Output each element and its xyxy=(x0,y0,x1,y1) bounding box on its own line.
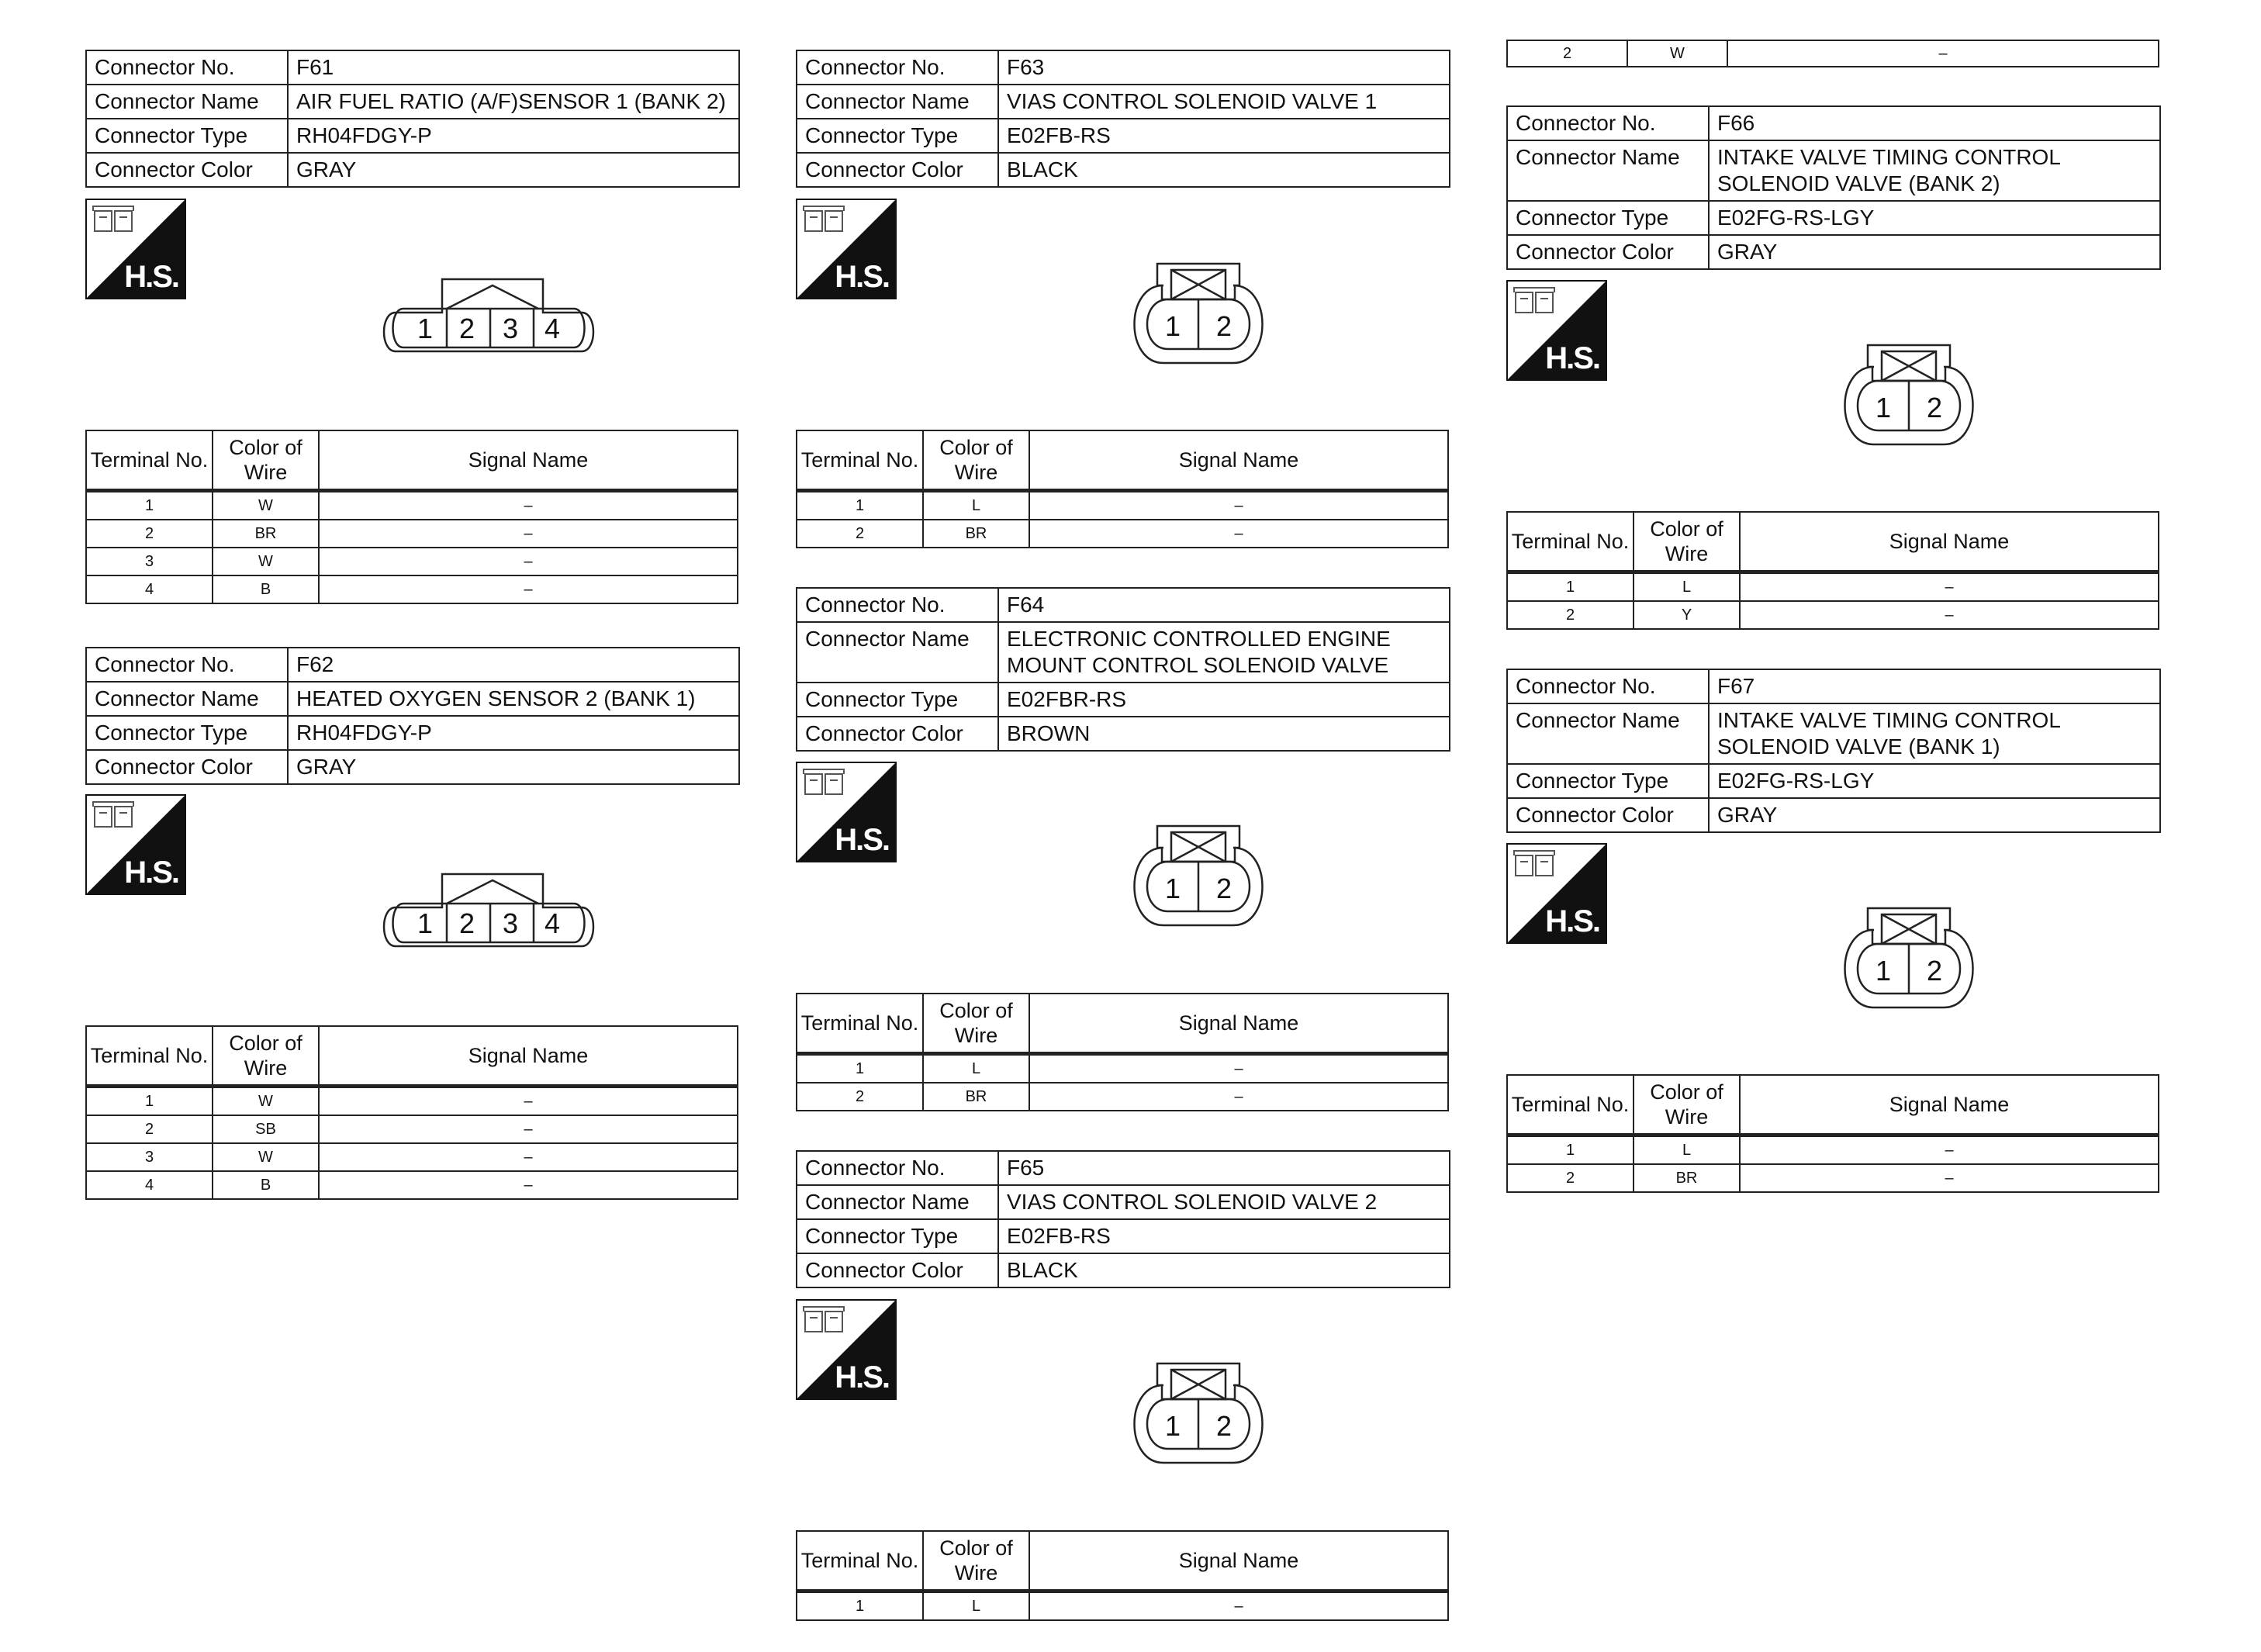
connector-info-f67 xyxy=(1506,669,2161,833)
signal-name-cell: – xyxy=(319,1171,738,1199)
pin-label: 2 xyxy=(1926,392,1943,423)
hs-badge-label: H.S. xyxy=(1545,341,1599,375)
terminal-table-f66 xyxy=(1506,511,2159,630)
connector-type-label: Connector Type xyxy=(1507,764,1709,798)
pin-label: 2 xyxy=(458,907,475,939)
connector-face-f64 xyxy=(1125,824,1272,933)
pin-label: 2 xyxy=(1215,310,1232,342)
terminal-table-f61 xyxy=(85,430,738,604)
terminal-no-cell: 2 xyxy=(797,520,923,548)
connector-color-value: GRAY xyxy=(1709,798,2160,832)
table-row xyxy=(797,520,1448,548)
signal-name-cell: – xyxy=(319,548,738,575)
signal-name-header: Signal Name xyxy=(1029,1531,1448,1592)
connector-no-value: F66 xyxy=(1709,106,2160,140)
table-row xyxy=(86,1171,738,1199)
table-row xyxy=(86,575,738,603)
hs-badge-label: H.S. xyxy=(124,855,178,890)
connector-name-label: Connector Name xyxy=(797,85,998,119)
connector-info-f66 xyxy=(1506,105,2161,270)
connector-no-label: Connector No. xyxy=(797,50,998,85)
connector-type-row xyxy=(86,119,739,153)
connector-no-label: Connector No. xyxy=(86,648,288,682)
wire-color-cell: W xyxy=(213,491,319,520)
wire-color-cell: BR xyxy=(923,1083,1029,1111)
connector-type-value: E02FG-RS-LGY xyxy=(1709,201,2160,235)
wire-color-cell: W xyxy=(213,548,319,575)
pin-label: 1 xyxy=(1875,392,1892,423)
pin-label: 1 xyxy=(1875,955,1892,987)
pin-label: 4 xyxy=(544,907,561,939)
terminal-no-cell: 2 xyxy=(86,1115,213,1143)
connector-no-row xyxy=(86,50,739,85)
wire-color-cell: BR xyxy=(923,520,1029,548)
terminal-no-cell: 2 xyxy=(86,520,213,548)
hs-badge-icon xyxy=(85,199,186,299)
terminal-no-cell: 1 xyxy=(86,1087,213,1116)
connector-no-value: F62 xyxy=(288,648,739,682)
connector-no-label: Connector No. xyxy=(797,1151,998,1185)
hs-badge-label: H.S. xyxy=(835,823,889,857)
hs-badge-label: H.S. xyxy=(835,260,889,294)
connector-color-label: Connector Color xyxy=(86,750,288,784)
connector-no-label: Connector No. xyxy=(797,588,998,622)
connector-color-value: BLACK xyxy=(998,153,1450,187)
connector-no-value: F63 xyxy=(998,50,1450,85)
signal-name-cell: – xyxy=(319,1087,738,1116)
pin-label: 4 xyxy=(544,313,561,344)
terminal-no-header: Terminal No. xyxy=(86,430,213,491)
hs-badge-label: H.S. xyxy=(835,1360,889,1395)
pin-label: 3 xyxy=(502,907,519,939)
color-of-wire-header: Color of Wire xyxy=(923,994,1029,1054)
terminal-no-header: Terminal No. xyxy=(797,994,923,1054)
signal-name-cell: – xyxy=(319,575,738,603)
terminal-table-f63 xyxy=(796,430,1449,548)
connector-color-value: GRAY xyxy=(288,750,739,784)
table-row xyxy=(86,520,738,548)
color-of-wire-header: Color of Wire xyxy=(1634,1075,1740,1135)
table-row xyxy=(797,491,1448,520)
signal-name-cell: – xyxy=(319,1143,738,1171)
wire-color-cell: L xyxy=(923,491,1029,520)
connector-face-f65 xyxy=(1125,1362,1272,1471)
wire-color-cell: W xyxy=(213,1143,319,1171)
table-row xyxy=(797,1592,1448,1621)
connector-name-label: Connector Name xyxy=(1507,703,1709,764)
terminal-no-header: Terminal No. xyxy=(797,430,923,491)
hs-badge-icon xyxy=(1506,843,1607,944)
connector-face-f67 xyxy=(1835,907,1983,1015)
connector-type-value: E02FBR-RS xyxy=(998,683,1450,717)
signal-name-cell: – xyxy=(1029,1054,1448,1083)
pin-label: 1 xyxy=(417,313,434,344)
signal-name-header: Signal Name xyxy=(319,1026,738,1087)
connector-no-value: F65 xyxy=(998,1151,1450,1185)
terminal-no-header: Terminal No. xyxy=(1507,512,1634,572)
connector-face-f66 xyxy=(1835,344,1983,452)
terminal-table-f62 xyxy=(85,1025,738,1200)
signal-name-cell: – xyxy=(1029,1592,1448,1621)
terminal-no-cell: 1 xyxy=(797,1592,923,1621)
signal-name-cell: – xyxy=(319,491,738,520)
hs-badge-icon xyxy=(796,762,897,862)
terminal-no-cell: 4 xyxy=(86,575,213,603)
connector-color-value: GRAY xyxy=(1709,235,2160,269)
table-row xyxy=(1507,601,2159,629)
connector-color-label: Connector Color xyxy=(1507,235,1709,269)
terminal-table-f67 xyxy=(1506,1074,2159,1193)
connector-name-value: HEATED OXYGEN SENSOR 2 (BANK 1) xyxy=(288,682,739,716)
connector-type-label: Connector Type xyxy=(797,1219,998,1253)
table-row xyxy=(86,1143,738,1171)
wire-color-cell: SB xyxy=(213,1115,319,1143)
connector-type-value: E02FB-RS xyxy=(998,119,1450,153)
signal-name-header: Signal Name xyxy=(319,430,738,491)
color-of-wire-header: Color of Wire xyxy=(923,1531,1029,1592)
hs-badge-icon xyxy=(85,794,186,895)
signal-name-cell: – xyxy=(1740,1164,2159,1192)
wire-color-cell: B xyxy=(213,1171,319,1199)
connector-info-f65 xyxy=(796,1150,1450,1288)
terminal-table-f65 xyxy=(796,1530,1449,1621)
connector-color-value: BROWN xyxy=(998,717,1450,751)
table-row xyxy=(86,1087,738,1116)
connector-color-label: Connector Color xyxy=(1507,798,1709,832)
color-of-wire-header: Color of Wire xyxy=(1634,512,1740,572)
terminal-no-cell: 1 xyxy=(86,491,213,520)
connector-no-label: Connector No. xyxy=(86,50,288,85)
connector-name-label: Connector Name xyxy=(797,1185,998,1219)
pin-label: 2 xyxy=(458,313,475,344)
pin-label: 2 xyxy=(1926,955,1943,987)
connector-type-label: Connector Type xyxy=(797,119,998,153)
connector-type-value: E02FG-RS-LGY xyxy=(1709,764,2160,798)
pin-label: 1 xyxy=(417,907,434,939)
connector-color-label: Connector Color xyxy=(86,153,288,187)
connector-type-label: Connector Type xyxy=(1507,201,1709,235)
hs-badge-label: H.S. xyxy=(124,260,178,294)
connector-color-label: Connector Color xyxy=(797,153,998,187)
terminal-no-cell: 1 xyxy=(797,491,923,520)
connector-no-value: F67 xyxy=(1709,669,2160,703)
connector-name-label: Connector Name xyxy=(86,682,288,716)
connector-name-row xyxy=(86,85,739,119)
connector-name-value: INTAKE VALVE TIMING CONTROL SOLENOID VALVE (BANK 1) xyxy=(1709,703,2160,764)
connector-type-label: Connector Type xyxy=(797,683,998,717)
connector-no-value: F64 xyxy=(998,588,1450,622)
terminal-no-cell: 2 xyxy=(1507,1164,1634,1192)
terminal-no-header: Terminal No. xyxy=(86,1026,213,1087)
signal-name-cell: – xyxy=(1740,572,2159,602)
wire-color-cell: L xyxy=(1634,572,1740,602)
hs-badge-icon xyxy=(796,1299,897,1400)
table-row xyxy=(797,1083,1448,1111)
color-of-wire-header: Color of Wire xyxy=(213,1026,319,1087)
connector-color-value: GRAY xyxy=(288,153,739,187)
terminal-table-f64 xyxy=(796,993,1449,1111)
table-row xyxy=(1507,1164,2159,1192)
connector-no-label: Connector No. xyxy=(1507,106,1709,140)
signal-name-cell: – xyxy=(1029,520,1448,548)
signal-name-cell: – xyxy=(1029,1083,1448,1111)
table-row xyxy=(86,491,738,520)
connector-face-f61 xyxy=(380,262,597,371)
color-of-wire-header: Color of Wire xyxy=(923,430,1029,491)
hs-badge-icon xyxy=(796,199,897,299)
terminal-no-cell: 3 xyxy=(86,1143,213,1171)
wire-color-cell: W xyxy=(213,1087,319,1116)
table-row xyxy=(86,1115,738,1143)
signal-name-cell: – xyxy=(319,520,738,548)
connector-info-f64 xyxy=(796,587,1450,752)
connector-info-f62 xyxy=(85,647,740,785)
terminal-no-cell: 3 xyxy=(86,548,213,575)
terminal-no-header: Terminal No. xyxy=(1507,1075,1634,1135)
connector-name-value: INTAKE VALVE TIMING CONTROL SOLENOID VALVE (BANK 2) xyxy=(1709,140,2160,201)
pin-label: 2 xyxy=(1215,1410,1232,1442)
signal-name-header: Signal Name xyxy=(1029,994,1448,1054)
connector-face-f62 xyxy=(380,857,597,966)
connector-face-f63 xyxy=(1125,262,1272,371)
connector-name-label: Connector Name xyxy=(1507,140,1709,201)
connector-name-label: Connector Name xyxy=(86,85,288,119)
connector-no-value: F61 xyxy=(288,50,739,85)
signal-name-cell: – xyxy=(1740,601,2159,629)
connector-name-value: AIR FUEL RATIO (A/F)SENSOR 1 (BANK 2) xyxy=(288,85,739,119)
wire-color-cell: L xyxy=(1634,1135,1740,1165)
pin-label: 3 xyxy=(502,313,519,344)
connector-type-label: Connector Type xyxy=(86,716,288,750)
terminal-no-cell: 2 xyxy=(797,1083,923,1111)
wire-color-cell: L xyxy=(923,1592,1029,1621)
hs-badge-icon xyxy=(1506,280,1607,381)
wire-color-cell: BR xyxy=(213,520,319,548)
signal-name-header: Signal Name xyxy=(1740,1075,2159,1135)
signal-name-cell: – xyxy=(1740,1135,2159,1165)
terminal-no-cell: 1 xyxy=(1507,572,1634,602)
connector-name-value: ELECTRONIC CONTROLLED ENGINE MOUNT CONTROL SOLENOID VALVE xyxy=(998,622,1450,683)
terminal-no-header: Terminal No. xyxy=(797,1531,923,1592)
signal-name-header: Signal Name xyxy=(1029,430,1448,491)
wire-color-cell: BR xyxy=(1634,1164,1740,1192)
pin-label: 2 xyxy=(1215,873,1232,904)
signal-name-header: Signal Name xyxy=(1740,512,2159,572)
carryover-terminal-row xyxy=(1506,40,2159,67)
connector-name-value: VIAS CONTROL SOLENOID VALVE 1 xyxy=(998,85,1450,119)
wire-color-cell: W xyxy=(1627,40,1727,67)
signal-name-cell: – xyxy=(1727,40,2159,67)
connector-type-value: RH04FDGY-P xyxy=(288,119,739,153)
connector-info-f61 xyxy=(85,50,740,188)
connector-info-f63 xyxy=(796,50,1450,188)
table-row xyxy=(86,548,738,575)
wire-color-cell: L xyxy=(923,1054,1029,1083)
terminal-no-cell: 1 xyxy=(797,1054,923,1083)
connector-type-label: Connector Type xyxy=(86,119,288,153)
connector-color-label: Connector Color xyxy=(797,1253,998,1287)
wire-color-cell: B xyxy=(213,575,319,603)
signal-name-cell: – xyxy=(1029,491,1448,520)
table-row xyxy=(1507,1135,2159,1165)
connector-name-label: Connector Name xyxy=(797,622,998,683)
connector-color-value: BLACK xyxy=(998,1253,1450,1287)
connector-no-label: Connector No. xyxy=(1507,669,1709,703)
connector-color-row xyxy=(86,153,739,187)
terminal-no-cell: 4 xyxy=(86,1171,213,1199)
signal-name-cell: – xyxy=(319,1115,738,1143)
wire-color-cell: Y xyxy=(1634,601,1740,629)
connector-type-value: E02FB-RS xyxy=(998,1219,1450,1253)
connector-type-value: RH04FDGY-P xyxy=(288,716,739,750)
table-row xyxy=(1507,572,2159,602)
terminal-no-cell: 2 xyxy=(1507,40,1627,67)
connector-color-label: Connector Color xyxy=(797,717,998,751)
table-row xyxy=(797,1054,1448,1083)
terminal-no-cell: 1 xyxy=(1507,1135,1634,1165)
hs-badge-label: H.S. xyxy=(1545,904,1599,938)
pin-label: 1 xyxy=(1164,1410,1181,1442)
pin-label: 1 xyxy=(1164,310,1181,342)
color-of-wire-header: Color of Wire xyxy=(213,430,319,491)
pin-label: 1 xyxy=(1164,873,1181,904)
terminal-no-cell: 2 xyxy=(1507,601,1634,629)
connector-name-value: VIAS CONTROL SOLENOID VALVE 2 xyxy=(998,1185,1450,1219)
